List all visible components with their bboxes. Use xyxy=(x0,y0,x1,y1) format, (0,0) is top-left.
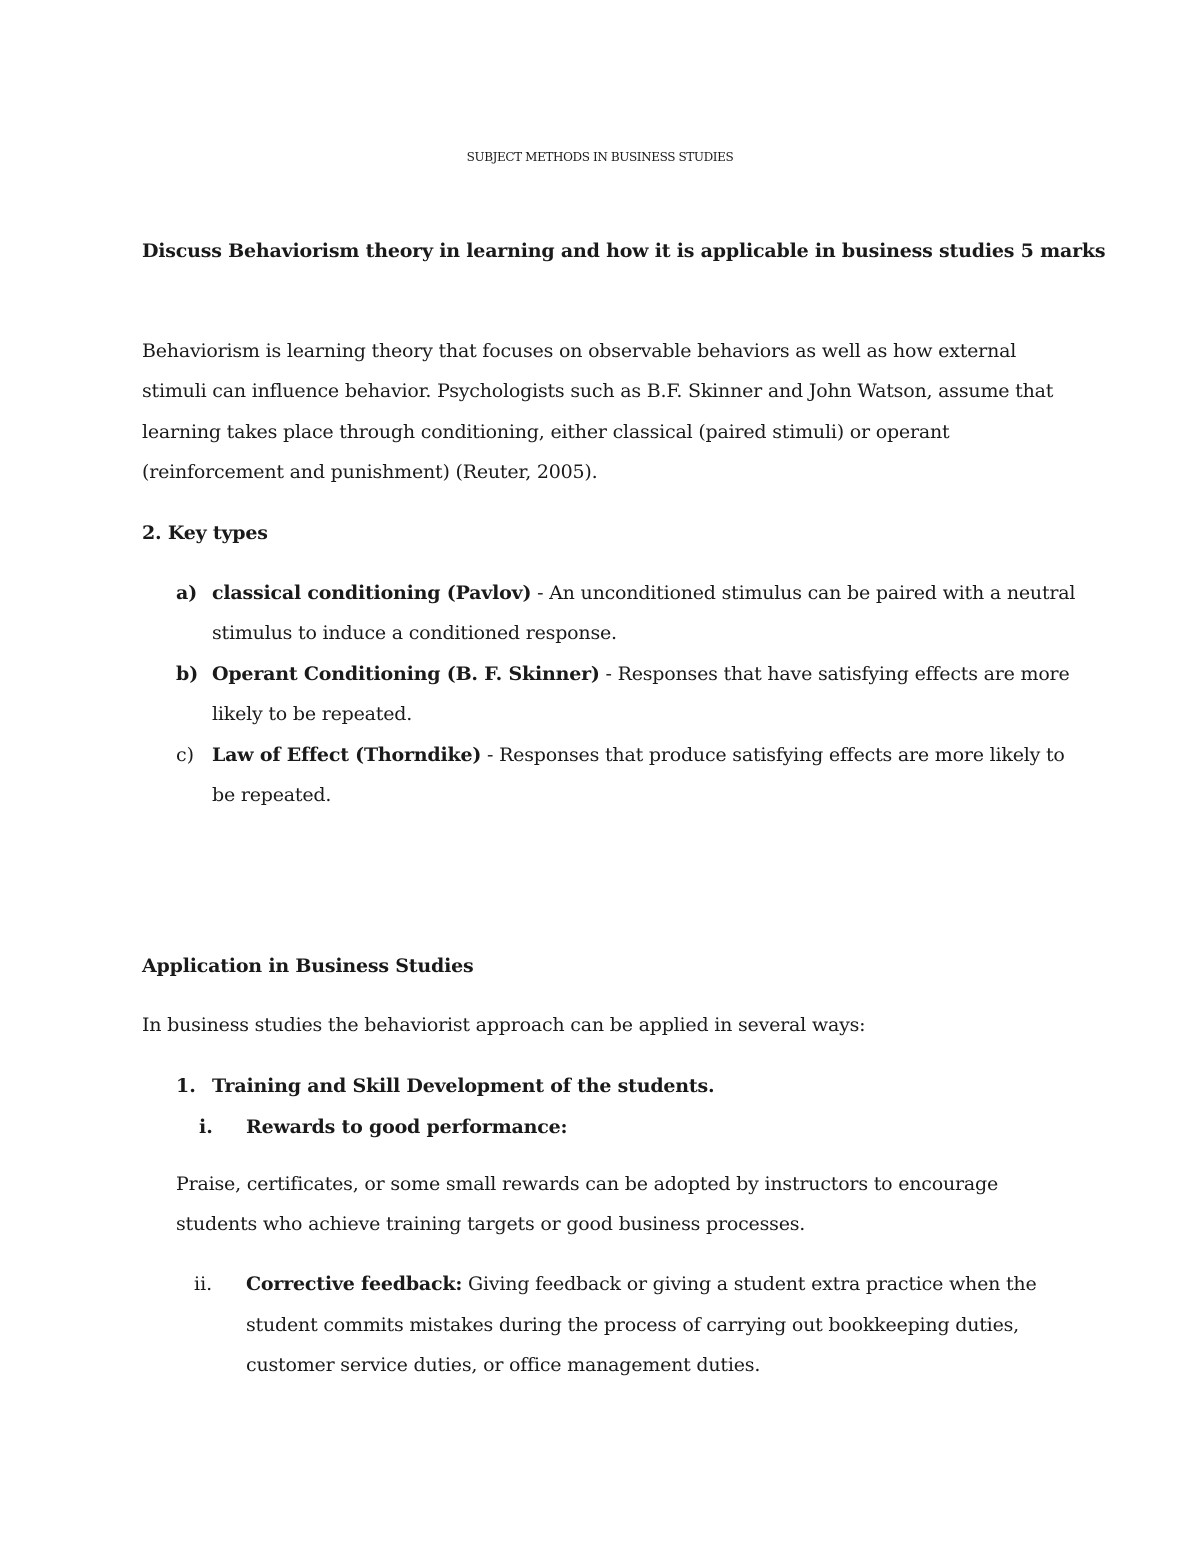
paragraph-line: learning takes place through conditioning, either classical (paired stimuli) or operant xyxy=(142,421,950,443)
list-item-line xyxy=(212,662,1069,686)
application-intro: In business studies the behaviorist approach can be applied in several ways: xyxy=(142,1014,866,1036)
sub-item-text: customer service duties, or office management duties. xyxy=(246,1354,761,1376)
sub-item-term: Corrective feedback: xyxy=(246,1273,463,1295)
paragraph-line: (reinforcement and punishment) (Reuter, 2005). xyxy=(142,461,598,483)
list-item-term: classical conditioning (Pavlov) xyxy=(212,582,532,604)
list-item-text: - Responses that have satisfying effects are more xyxy=(599,663,1070,685)
list-item-text: stimulus to induce a conditioned response. xyxy=(212,622,617,644)
list-item-text: - An unconditioned stimulus can be paired with a neutral xyxy=(531,582,1076,604)
list-item-text: be repeated. xyxy=(212,784,332,806)
numbered-item-text: Training and Skill Development of the students. xyxy=(212,1075,715,1097)
list-item-term: Operant Conditioning (B. F. Skinner) xyxy=(212,663,600,685)
sub-item-text: student commits mistakes during the process of carrying out bookkeeping duties, xyxy=(246,1314,1019,1336)
section-heading-key-types: 2. Key types xyxy=(142,522,268,544)
list-marker: 1. xyxy=(176,1075,196,1097)
list-marker: b) xyxy=(176,663,199,685)
list-marker: c) xyxy=(176,744,195,766)
sub-item-heading: Rewards to good performance: xyxy=(246,1116,568,1138)
list-item-line xyxy=(212,743,1065,767)
document-title: SUBJECT METHODS IN BUSINESS STUDIES xyxy=(466,150,734,164)
list-item-text: - Responses that produce satisfying effects are more likely to xyxy=(481,744,1065,766)
list-item-line xyxy=(212,581,1075,605)
sub-item-text: Giving feedback or giving a student extra practice when the xyxy=(462,1273,1037,1295)
list-marker: a) xyxy=(176,582,198,604)
list-marker: ii. xyxy=(194,1273,213,1295)
question-heading: Discuss Behaviorism theory in learning and how it is applicable in business studies 5 marks xyxy=(142,240,1106,262)
section-heading-application: Application in Business Studies xyxy=(142,955,474,977)
paragraph-line: Behaviorism is learning theory that focuses on observable behaviors as well as how external xyxy=(142,340,1017,362)
paragraph-line: Praise, certificates, or some small rewards can be adopted by instructors to encourage xyxy=(176,1173,999,1195)
list-item-term: Law of Effect (Thorndike) xyxy=(212,744,482,766)
sub-item-line xyxy=(246,1272,1037,1296)
list-marker: i. xyxy=(199,1116,213,1138)
paragraph-line: students who achieve training targets or good business processes. xyxy=(176,1213,806,1235)
list-item-text: likely to be repeated. xyxy=(212,703,413,725)
paragraph-line: stimuli can influence behavior. Psychologists such as B.F. Skinner and John Watson, assume that xyxy=(142,380,1054,402)
